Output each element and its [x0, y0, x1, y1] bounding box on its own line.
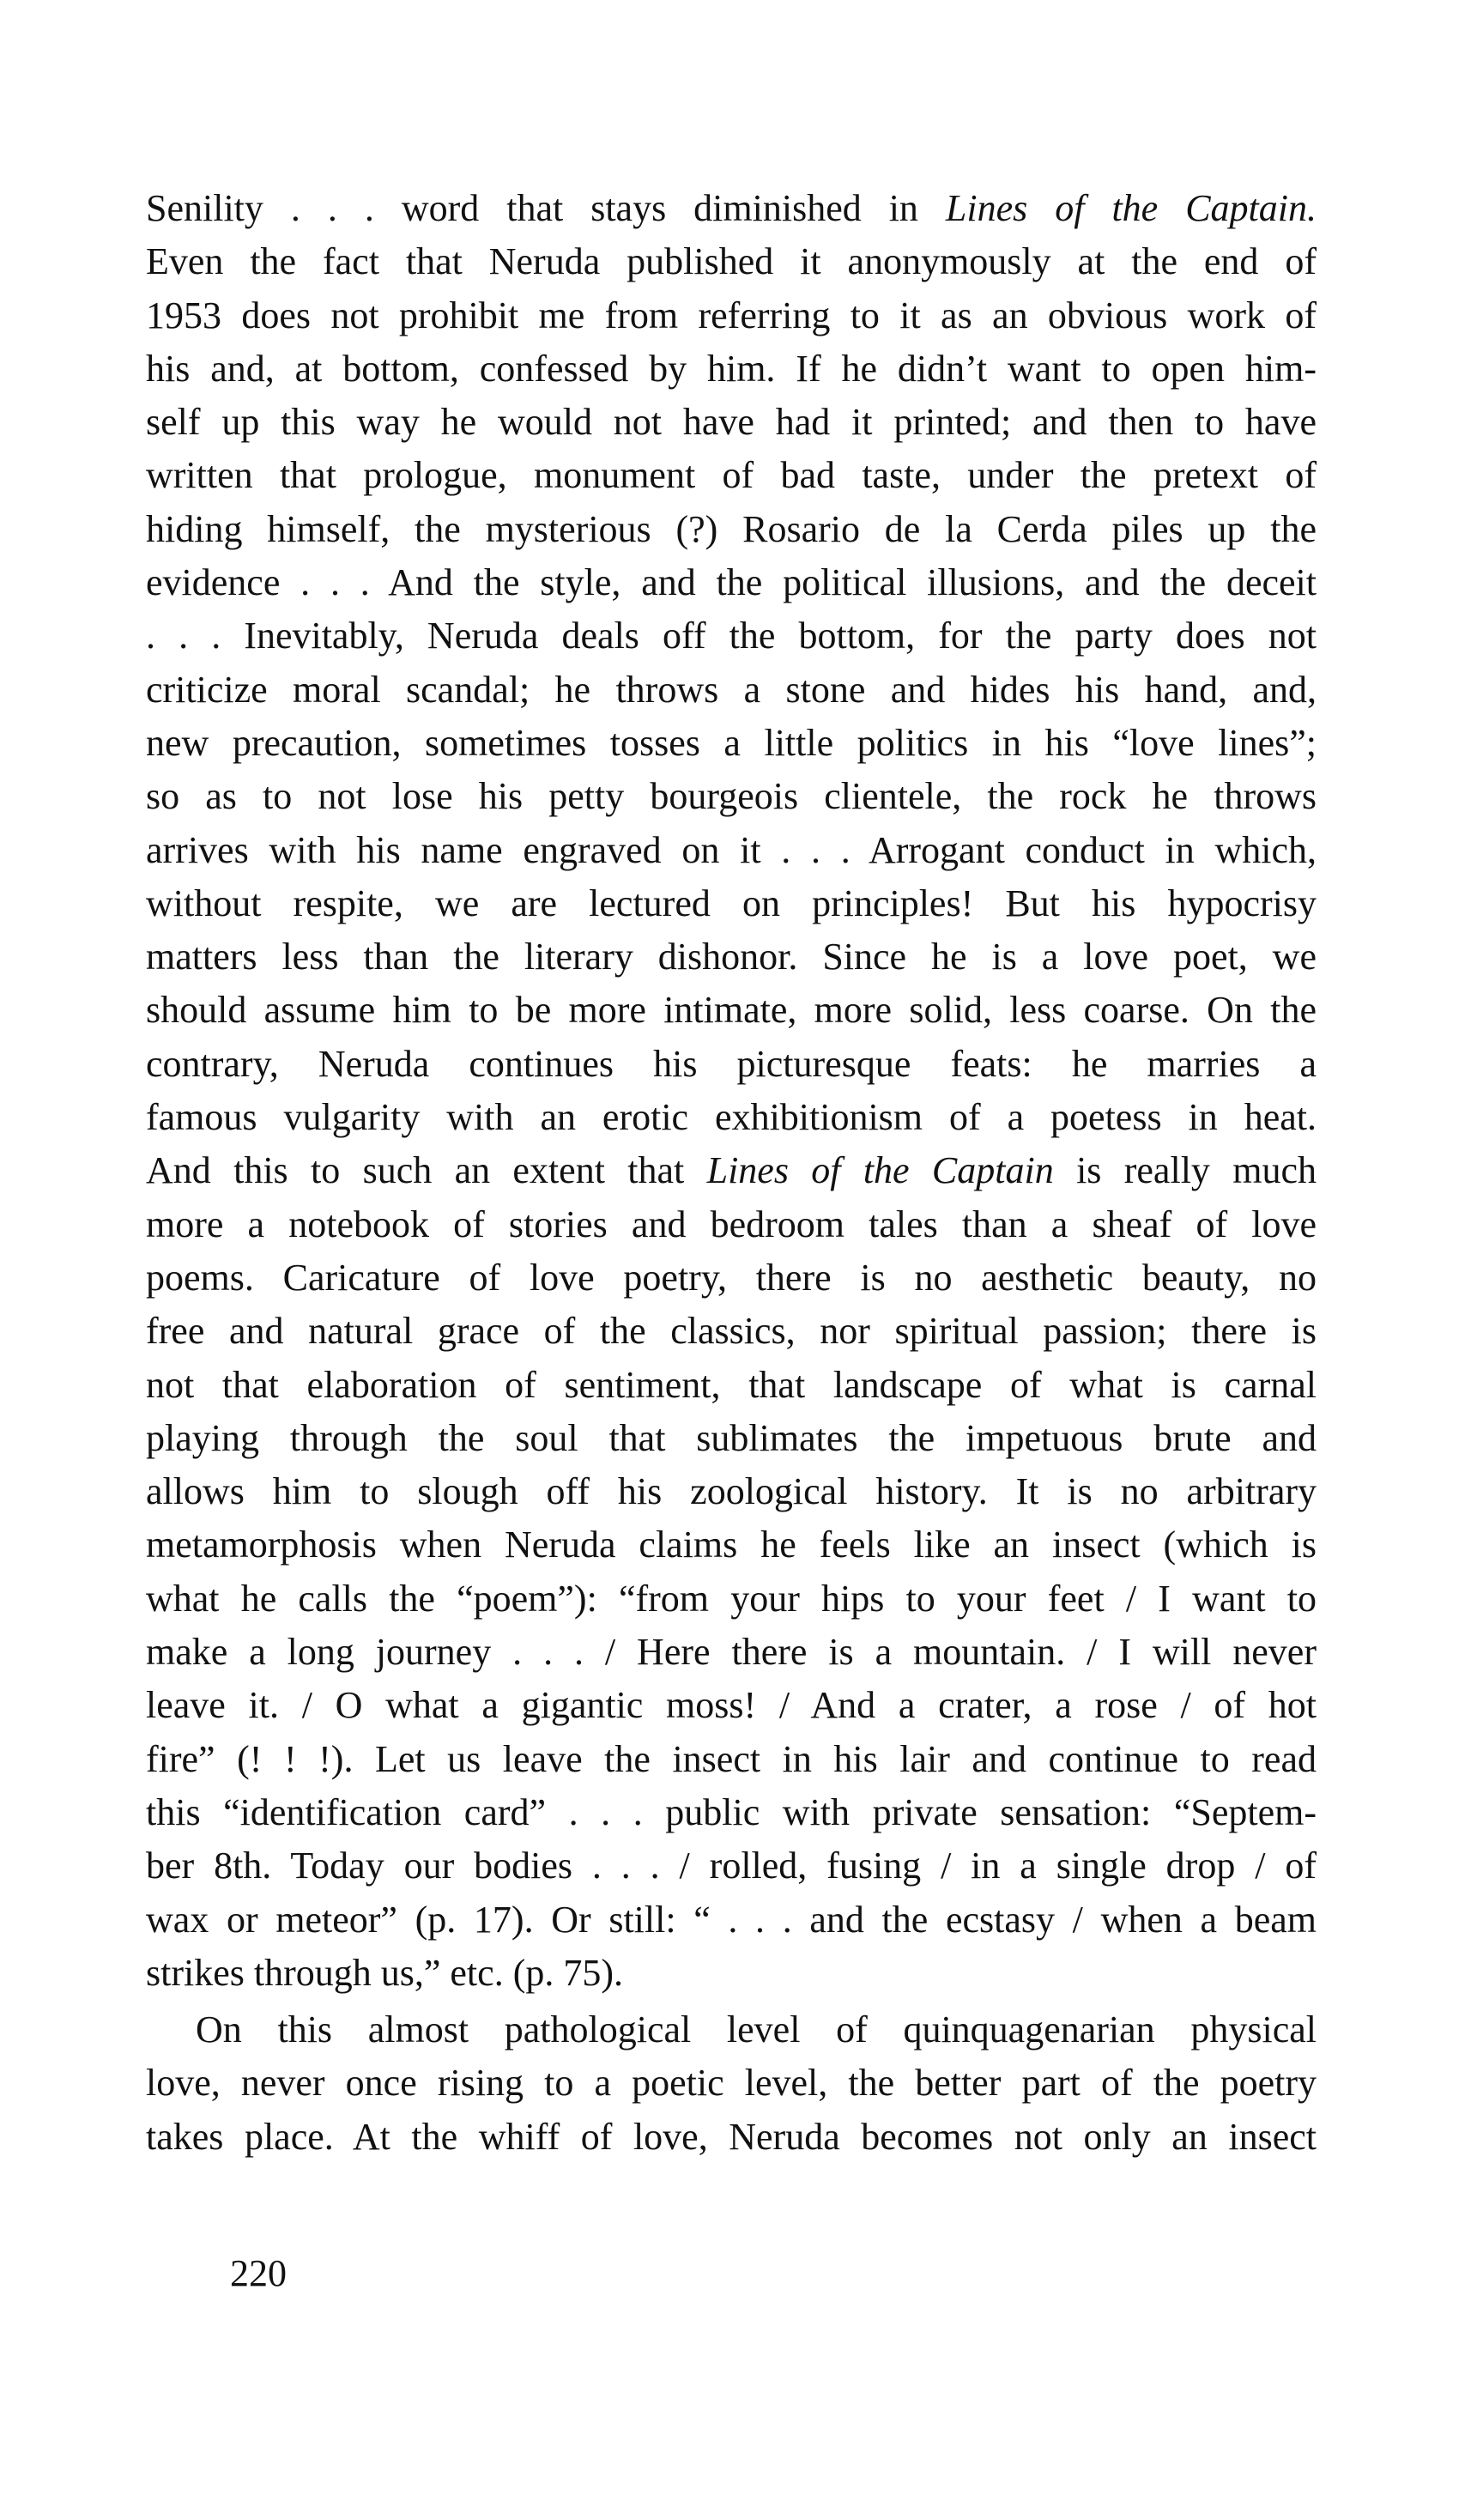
text-line: Senility . . . word that stays diminished in Lines of the Captain. [146, 187, 1317, 229]
text-line: should assume him to be more intimate, more solid, less coarse. On the [146, 989, 1317, 1032]
text-line: leave it. / O what a gigantic moss! / And a crater, a rose / of hot [146, 1684, 1317, 1727]
text-line: more a notebook of stories and bedroom tales than a sheaf of love [146, 1202, 1317, 1245]
text-line: evidence . . . And the style, and the political illusions, and the deceit [146, 561, 1317, 604]
text-line: written that prologue, monument of bad taste, under the pretext of [146, 454, 1317, 497]
text-line: contrary, Neruda continues his picturesque feats: he marries a [146, 1042, 1317, 1085]
text-line: self up this way he would not have had it printed; and then to have [146, 401, 1317, 444]
text-line: metamorphosis when Neruda claims he feels like an insect (which is [146, 1524, 1317, 1566]
text-line: hiding himself, the mysterious (?) Rosario de la Cerda piles up the [146, 507, 1317, 550]
text-line: what he calls the “poem”): “from your hips to your feet / I want to [146, 1577, 1317, 1620]
book-title: Lines of the Captain [706, 1149, 1054, 1192]
text-line: his and, at bottom, confessed by him. If he didn’t want to open him- [146, 347, 1317, 390]
text-line: new precaution, sometimes tosses a little politics in his “love lines”; [146, 721, 1317, 764]
text-line: free and natural grace of the classics, nor spiritual passion; there is [146, 1310, 1317, 1353]
text-line: arrives with his name engraved on it . . . Arrogant conduct in which, [146, 828, 1317, 871]
text-line: And this to such an extent that Lines of the Captain is really much [146, 1149, 1317, 1192]
text-line: On this almost pathological level of quinquagenarian physical [196, 2008, 1317, 2051]
text-line: wax or meteor” (p. 17). Or still: “ . . . and the ecstasy / when a beam [146, 1898, 1317, 1941]
text-line: without respite, we are lectured on principles! But his hypocrisy [146, 881, 1317, 924]
body-text [146, 182, 1317, 2164]
text-line: fire” (! ! !). Let us leave the insect in his lair and continue to read [146, 1737, 1317, 1780]
text-line: . . . Inevitably, Neruda deals off the bottom, for the party does not [146, 615, 1317, 657]
paragraph-1 [146, 182, 1317, 2000]
text-line: allows him to slough off his zoological history. It is no arbitrary [146, 1470, 1317, 1513]
paragraph-2 [146, 2003, 1317, 2164]
text-line: Even the fact that Neruda published it anonymously at the end of [146, 240, 1317, 283]
text-line: love, never once rising to a poetic level, the better part of the poetry [146, 2062, 1317, 2105]
book-title: Lines of the Captain. [945, 187, 1317, 229]
text-line: 1953 does not prohibit me from referring to it as an obvious work of [146, 294, 1317, 336]
text-line: takes place. At the whiff of love, Neruda becomes not only an insect [146, 2115, 1317, 2158]
text-line: strikes through us,” etc. (p. 75). [146, 1951, 623, 1994]
text-line: ber 8th. Today our bodies . . . / rolled, fusing / in a single drop / of [146, 1845, 1317, 1887]
text-line: poems. Caricature of love poetry, there is no aesthetic beauty, no [146, 1256, 1317, 1299]
text-line: make a long journey . . . / Here there is a mountain. / I will never [146, 1631, 1317, 1674]
text-line: matters less than the literary dishonor. Since he is a love poet, we [146, 936, 1317, 978]
text-line: playing through the soul that sublimates the impetuous brute and [146, 1416, 1317, 1459]
text-line: not that elaboration of sentiment, that landscape of what is carnal [146, 1363, 1317, 1406]
text-line: famous vulgarity with an erotic exhibitionism of a poetess in heat. [146, 1096, 1317, 1139]
page-number: 220 [230, 2252, 287, 2294]
text-line: so as to not lose his petty bourgeois clientele, the rock he throws [146, 775, 1317, 818]
text-line: this “identification card” . . . public with private sensation: “Septem- [146, 1790, 1317, 1833]
text-line: criticize moral scandal; he throws a stone and hides his hand, and, [146, 668, 1317, 711]
